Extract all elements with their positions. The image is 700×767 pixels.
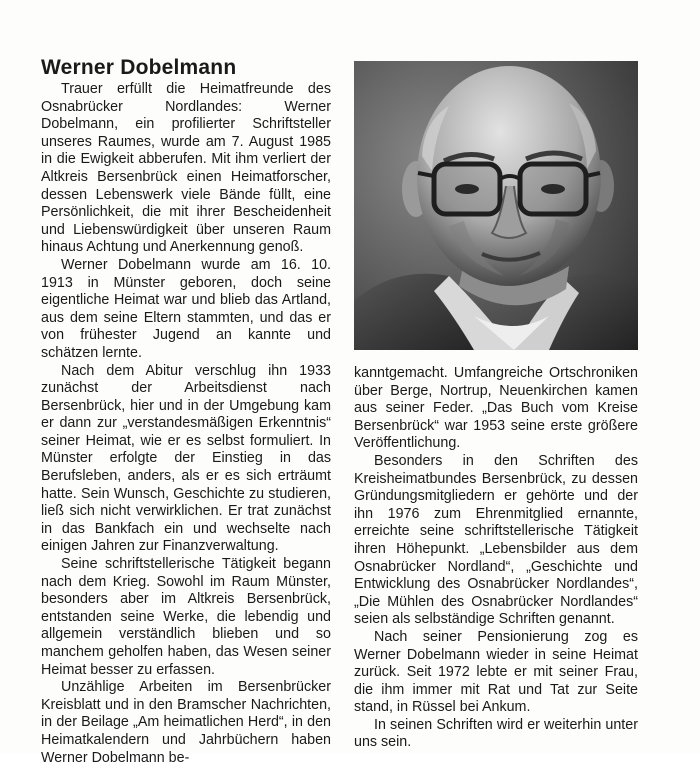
paragraph: Trauer erfüllt die Heimatfreunde des Osnabrücker Nordlandes: Werner Dobelmann, ein profilierter Schriftsteller unseres Raumes, wurde am 7. August 1985 in die Ewigkeit abberufen. Mit ihm verliert der Altkreis Bersenbrück einen Heimatforscher, dessen Lebenswerk viele Bände füllt, eine Persönlichkeit, die mit ihrer Bescheidenheit und Liebenswürdigkeit über unseren Raum hinaus Achtung und Anerkennung genoß. (41, 81, 331, 256)
paragraph: Nach dem Abitur verschlug ihn 1933 zunächst der Arbeitsdienst nach Bersenbrück, hier und in der Umgebung kam er dann zur „verstandesmäßigen Erkenntnis“ seiner Heimat, wie er es selbst formuliert. In Münster erfolgte der Einstieg in das Berufsleben, anders, als er es sich erträumt hatte. Sein Wunsch, Geschichte zu studieren, ließ sich nicht verwirklichen. Er trat zunächst in das Bankfach ein und wechselte nach einigen Jahren zur Finanzverwaltung. (41, 362, 331, 555)
paragraph: In seinen Schriften wird er weiterhin unter uns sein. (354, 716, 638, 751)
right-text-column (354, 365, 638, 752)
paragraph: Unzählige Arbeiten im Bersenbrücker Kreisblatt und in den Bramscher Nachrichten, in der Beilage „Am heimatlichen Herd“, in den Heimatkalendern und Jahrbüchern haben Werner Dobelmann be- (41, 679, 331, 766)
article-title: Werner Dobelmann (41, 56, 237, 79)
portrait-photo (354, 61, 638, 350)
paragraph: Nach seiner Pensionierung zog es Werner Dobelmann wieder in seine Heimat zurück. Seit 1972 lebte er mit seiner Frau, die ihm immer mit Rat und Tat zur Seite stand, in Rüssel bei Ankum. (354, 628, 638, 716)
paragraph: Werner Dobelmann wurde am 16. 10. 1913 in Münster geboren, doch seine eigentliche Heimat war und blieb das Artland, aus dem seine Eltern stammten, und das er von frühester Jugend an kannte und schätzen lernte. (41, 256, 331, 361)
left-text-column (41, 81, 331, 767)
paragraph: Seine schriftstellerische Tätigkeit begann nach dem Krieg. Sowohl im Raum Münster, besonders aber im Altkreis Bersenbrück, entstanden seine Werke, die lebendig und allgemein verständlich blieben und so manchem geholfen haben, das Wesen seiner Heimat besser zu erfassen. (41, 556, 331, 678)
paragraph: Besonders in den Schriften des Kreisheimatbundes Bersenbrück, zu dessen Gründungsmitgliedern er gehörte und der ihn 1976 zum Ehrenmitglied ernannte, erreichte seine schriftstellerische Tätigkeit ihren Höhepunkt. „Lebensbilder aus dem Osnabrücker Nordland“, „Geschichte und Entwicklung des Osnabrücker Nordlandes“, „Die Mühlen des Osnabrücker Nordlandes“ seien als selbständige Schriften genannt. (354, 452, 638, 628)
paragraph: kanntgemacht. Umfangreiche Ortschroniken über Berge, Nortrup, Neuenkirchen kamen aus seiner Feder. „Das Buch vom Kreise Bersenbrück“ war 1953 seine erste größere Veröffentlichung. (354, 365, 638, 452)
